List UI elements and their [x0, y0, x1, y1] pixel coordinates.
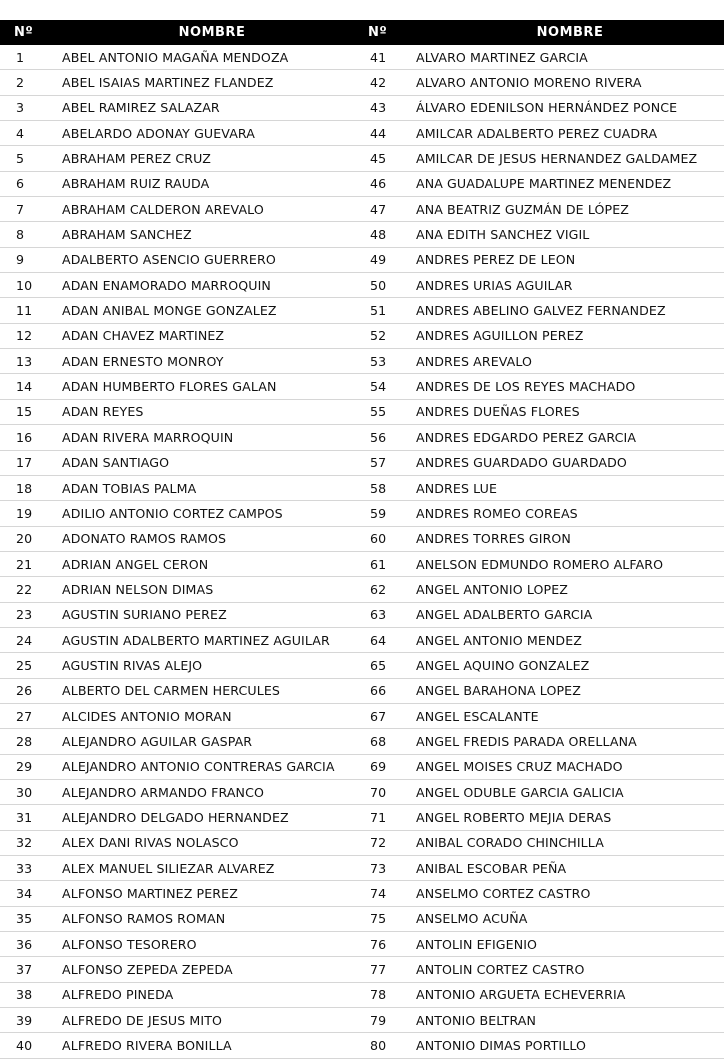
row-number-right: 45 — [362, 146, 416, 171]
row-number-left: 25 — [0, 653, 62, 678]
row-number-right: 42 — [362, 70, 416, 95]
table-row — [0, 349, 724, 374]
row-number-left: 33 — [0, 856, 62, 881]
row-name-right: ANDRES ABELINO GALVEZ FERNANDEZ — [416, 298, 724, 323]
table-row — [0, 932, 724, 957]
row-name-right: ÁLVARO EDENILSON HERNÁNDEZ PONCE — [416, 95, 724, 120]
row-number-right: 56 — [362, 425, 416, 450]
row-number-left: 27 — [0, 703, 62, 728]
table-row — [0, 374, 724, 399]
table-row — [0, 273, 724, 298]
row-name-right: ANDRES EDGARDO PEREZ GARCIA — [416, 425, 724, 450]
row-name-right: ANGEL FREDIS PARADA ORELLANA — [416, 729, 724, 754]
row-name-right: ANGEL ESCALANTE — [416, 703, 724, 728]
row-name-left: ADRIAN ANGEL CERON — [62, 551, 362, 576]
row-name-left: ABELARDO ADONAY GUEVARA — [62, 121, 362, 146]
row-number-right: 75 — [362, 906, 416, 931]
row-number-left: 19 — [0, 501, 62, 526]
row-number-right: 54 — [362, 374, 416, 399]
row-number-left: 35 — [0, 906, 62, 931]
row-number-left: 16 — [0, 425, 62, 450]
table-row — [0, 729, 724, 754]
table-row — [0, 222, 724, 247]
table-row — [0, 779, 724, 804]
table-row — [0, 551, 724, 576]
row-name-right: ANDRES DUEÑAS FLORES — [416, 399, 724, 424]
table-row — [0, 577, 724, 602]
row-name-left: ADALBERTO ASENCIO GUERRERO — [62, 247, 362, 272]
row-name-right: ANSELMO CORTEZ CASTRO — [416, 881, 724, 906]
row-name-left: ADAN HUMBERTO FLORES GALAN — [62, 374, 362, 399]
row-name-left: ADAN ANIBAL MONGE GONZALEZ — [62, 298, 362, 323]
row-number-left: 14 — [0, 374, 62, 399]
row-number-left: 12 — [0, 323, 62, 348]
row-number-right: 73 — [362, 856, 416, 881]
row-number-right: 72 — [362, 830, 416, 855]
row-number-left: 40 — [0, 1033, 62, 1058]
row-name-left: ALFREDO RIVERA BONILLA — [62, 1033, 362, 1058]
row-number-left: 28 — [0, 729, 62, 754]
row-number-left: 1 — [0, 45, 62, 70]
row-name-right: ANGEL MOISES CRUZ MACHADO — [416, 754, 724, 779]
row-name-left: ALFREDO DE JESUS MITO — [62, 1008, 362, 1033]
row-number-left: 15 — [0, 399, 62, 424]
table-row — [0, 95, 724, 120]
row-name-right: ANTONIO ARGUETA ECHEVERRIA — [416, 982, 724, 1007]
table-row — [0, 856, 724, 881]
row-number-right: 44 — [362, 121, 416, 146]
row-number-right: 78 — [362, 982, 416, 1007]
row-name-left: ABEL ANTONIO MAGAÑA MENDOZA — [62, 45, 362, 70]
row-name-left: ALEJANDRO ANTONIO CONTRERAS GARCIA — [62, 754, 362, 779]
header-name-right: NOMBRE — [416, 20, 724, 45]
row-number-right: 59 — [362, 501, 416, 526]
row-name-right: ANIBAL ESCOBAR PEÑA — [416, 856, 724, 881]
table-row — [0, 146, 724, 171]
table-row — [0, 1008, 724, 1033]
row-number-left: 17 — [0, 450, 62, 475]
row-number-left: 38 — [0, 982, 62, 1007]
table-row — [0, 323, 724, 348]
row-number-right: 57 — [362, 450, 416, 475]
row-name-right: ANGEL ANTONIO MENDEZ — [416, 627, 724, 652]
row-name-right: ANDRES AREVALO — [416, 349, 724, 374]
row-number-left: 24 — [0, 627, 62, 652]
row-name-left: AGUSTIN SURIANO PEREZ — [62, 602, 362, 627]
row-number-left: 18 — [0, 475, 62, 500]
row-name-right: ANDRES DE LOS REYES MACHADO — [416, 374, 724, 399]
row-name-left: ADAN ERNESTO MONROY — [62, 349, 362, 374]
row-number-right: 71 — [362, 805, 416, 830]
row-number-right: 62 — [362, 577, 416, 602]
row-name-left: ABRAHAM PEREZ CRUZ — [62, 146, 362, 171]
row-number-right: 49 — [362, 247, 416, 272]
row-name-right: ANGEL ODUBLE GARCIA GALICIA — [416, 779, 724, 804]
header-name-left: NOMBRE — [62, 20, 362, 45]
row-name-right: ANDRES ROMEO COREAS — [416, 501, 724, 526]
row-number-right: 64 — [362, 627, 416, 652]
table-row — [0, 501, 724, 526]
row-name-left: ABEL ISAIAS MARTINEZ FLANDEZ — [62, 70, 362, 95]
row-number-left: 5 — [0, 146, 62, 171]
row-name-left: ABRAHAM RUIZ RAUDA — [62, 171, 362, 196]
row-number-left: 7 — [0, 197, 62, 222]
row-name-left: ABRAHAM CALDERON AREVALO — [62, 197, 362, 222]
row-name-right: AMILCAR DE JESUS HERNANDEZ GALDAMEZ — [416, 146, 724, 171]
row-number-right: 50 — [362, 273, 416, 298]
table-row — [0, 1033, 724, 1058]
table-row — [0, 121, 724, 146]
row-name-right: ANDRES TORRES GIRON — [416, 526, 724, 551]
table-row — [0, 298, 724, 323]
row-number-left: 13 — [0, 349, 62, 374]
row-number-left: 9 — [0, 247, 62, 272]
row-number-right: 76 — [362, 932, 416, 957]
row-name-left: ALFONSO TESORERO — [62, 932, 362, 957]
table-row — [0, 881, 724, 906]
row-number-right: 58 — [362, 475, 416, 500]
table-row — [0, 703, 724, 728]
row-name-right: ANGEL ANTONIO LOPEZ — [416, 577, 724, 602]
row-name-left: ADRIAN NELSON DIMAS — [62, 577, 362, 602]
row-name-left: ALEJANDRO DELGADO HERNANDEZ — [62, 805, 362, 830]
names-table — [0, 20, 724, 1059]
row-number-right: 48 — [362, 222, 416, 247]
row-name-left: ALFONSO ZEPEDA ZEPEDA — [62, 957, 362, 982]
row-name-left: ADAN REYES — [62, 399, 362, 424]
row-number-right: 74 — [362, 881, 416, 906]
table-row — [0, 906, 724, 931]
row-name-left: ALBERTO DEL CARMEN HERCULES — [62, 678, 362, 703]
row-name-right: ANGEL ROBERTO MEJIA DERAS — [416, 805, 724, 830]
row-name-right: ANDRES GUARDADO GUARDADO — [416, 450, 724, 475]
row-name-left: AGUSTIN RIVAS ALEJO — [62, 653, 362, 678]
table-row — [0, 171, 724, 196]
row-number-left: 23 — [0, 602, 62, 627]
row-name-right: ANTONIO BELTRAN — [416, 1008, 724, 1033]
row-number-left: 10 — [0, 273, 62, 298]
row-number-left: 2 — [0, 70, 62, 95]
row-number-left: 4 — [0, 121, 62, 146]
row-number-left: 32 — [0, 830, 62, 855]
row-name-left: ALFREDO PINEDA — [62, 982, 362, 1007]
row-name-left: ADAN CHAVEZ MARTINEZ — [62, 323, 362, 348]
row-number-right: 65 — [362, 653, 416, 678]
header-number-right: Nº — [362, 20, 416, 45]
row-name-left: ABEL RAMIREZ SALAZAR — [62, 95, 362, 120]
table-row — [0, 805, 724, 830]
row-name-left: ABRAHAM SANCHEZ — [62, 222, 362, 247]
row-number-right: 55 — [362, 399, 416, 424]
table-row — [0, 399, 724, 424]
row-number-right: 67 — [362, 703, 416, 728]
row-number-right: 79 — [362, 1008, 416, 1033]
table-row — [0, 45, 724, 70]
row-name-right: ANDRES PEREZ DE LEON — [416, 247, 724, 272]
table-header — [0, 20, 724, 45]
table-row — [0, 627, 724, 652]
row-name-left: ALFONSO RAMOS ROMAN — [62, 906, 362, 931]
row-name-right: ANIBAL CORADO CHINCHILLA — [416, 830, 724, 855]
row-number-right: 63 — [362, 602, 416, 627]
row-name-right: ANA GUADALUPE MARTINEZ MENENDEZ — [416, 171, 724, 196]
row-name-left: ADAN RIVERA MARROQUIN — [62, 425, 362, 450]
row-name-right: ANGEL AQUINO GONZALEZ — [416, 653, 724, 678]
row-number-right: 43 — [362, 95, 416, 120]
row-number-right: 46 — [362, 171, 416, 196]
table-row — [0, 526, 724, 551]
row-name-right: ANA EDITH SANCHEZ VIGIL — [416, 222, 724, 247]
table-row — [0, 197, 724, 222]
row-number-left: 36 — [0, 932, 62, 957]
row-name-left: ALFONSO MARTINEZ PEREZ — [62, 881, 362, 906]
row-name-left: ADILIO ANTONIO CORTEZ CAMPOS — [62, 501, 362, 526]
row-name-left: ADAN TOBIAS PALMA — [62, 475, 362, 500]
table-row — [0, 982, 724, 1007]
table-row — [0, 602, 724, 627]
row-number-right: 60 — [362, 526, 416, 551]
row-name-right: ANSELMO ACUÑA — [416, 906, 724, 931]
row-name-left: ALEX MANUEL SILIEZAR ALVAREZ — [62, 856, 362, 881]
row-number-right: 70 — [362, 779, 416, 804]
row-name-right: ANELSON EDMUNDO ROMERO ALFARO — [416, 551, 724, 576]
row-number-right: 47 — [362, 197, 416, 222]
row-number-right: 53 — [362, 349, 416, 374]
row-number-left: 20 — [0, 526, 62, 551]
header-row — [0, 20, 724, 45]
row-name-left: ALEJANDRO AGUILAR GASPAR — [62, 729, 362, 754]
table-body — [0, 45, 724, 1058]
row-number-right: 52 — [362, 323, 416, 348]
row-name-left: AGUSTIN ADALBERTO MARTINEZ AGUILAR — [62, 627, 362, 652]
row-number-left: 31 — [0, 805, 62, 830]
row-number-left: 3 — [0, 95, 62, 120]
row-number-left: 30 — [0, 779, 62, 804]
row-number-right: 69 — [362, 754, 416, 779]
row-number-right: 66 — [362, 678, 416, 703]
table-row — [0, 450, 724, 475]
row-number-right: 68 — [362, 729, 416, 754]
row-name-left: ADAN SANTIAGO — [62, 450, 362, 475]
row-number-right: 80 — [362, 1033, 416, 1058]
header-number-left: Nº — [0, 20, 62, 45]
table-row — [0, 957, 724, 982]
table-row — [0, 653, 724, 678]
row-number-left: 29 — [0, 754, 62, 779]
row-name-left: ADONATO RAMOS RAMOS — [62, 526, 362, 551]
row-name-right: AMILCAR ADALBERTO PEREZ CUADRA — [416, 121, 724, 146]
row-number-right: 61 — [362, 551, 416, 576]
row-number-left: 21 — [0, 551, 62, 576]
table-row — [0, 475, 724, 500]
row-name-left: ALCIDES ANTONIO MORAN — [62, 703, 362, 728]
table-row — [0, 678, 724, 703]
row-name-right: ANDRES LUE — [416, 475, 724, 500]
row-name-right: ALVARO ANTONIO MORENO RIVERA — [416, 70, 724, 95]
row-name-right: ANGEL ADALBERTO GARCIA — [416, 602, 724, 627]
row-name-left: ALEX DANI RIVAS NOLASCO — [62, 830, 362, 855]
row-name-right: ANTONIO DIMAS PORTILLO — [416, 1033, 724, 1058]
row-name-right: ANTOLIN EFIGENIO — [416, 932, 724, 957]
row-name-right: ALVARO MARTINEZ GARCIA — [416, 45, 724, 70]
table-row — [0, 830, 724, 855]
row-number-left: 39 — [0, 1008, 62, 1033]
table-row — [0, 425, 724, 450]
row-number-left: 34 — [0, 881, 62, 906]
table-row — [0, 70, 724, 95]
table-row — [0, 247, 724, 272]
row-number-left: 6 — [0, 171, 62, 196]
row-name-right: ANTOLIN CORTEZ CASTRO — [416, 957, 724, 982]
row-number-left: 37 — [0, 957, 62, 982]
row-number-left: 11 — [0, 298, 62, 323]
row-number-left: 8 — [0, 222, 62, 247]
row-number-right: 51 — [362, 298, 416, 323]
row-number-left: 22 — [0, 577, 62, 602]
row-name-right: ANGEL BARAHONA LOPEZ — [416, 678, 724, 703]
row-number-right: 77 — [362, 957, 416, 982]
row-name-right: ANDRES URIAS AGUILAR — [416, 273, 724, 298]
row-number-right: 41 — [362, 45, 416, 70]
row-number-left: 26 — [0, 678, 62, 703]
row-name-left: ADAN ENAMORADO MARROQUIN — [62, 273, 362, 298]
row-name-right: ANA BEATRIZ GUZMÁN DE LÓPEZ — [416, 197, 724, 222]
row-name-right: ANDRES AGUILLON PEREZ — [416, 323, 724, 348]
table-row — [0, 754, 724, 779]
row-name-left: ALEJANDRO ARMANDO FRANCO — [62, 779, 362, 804]
